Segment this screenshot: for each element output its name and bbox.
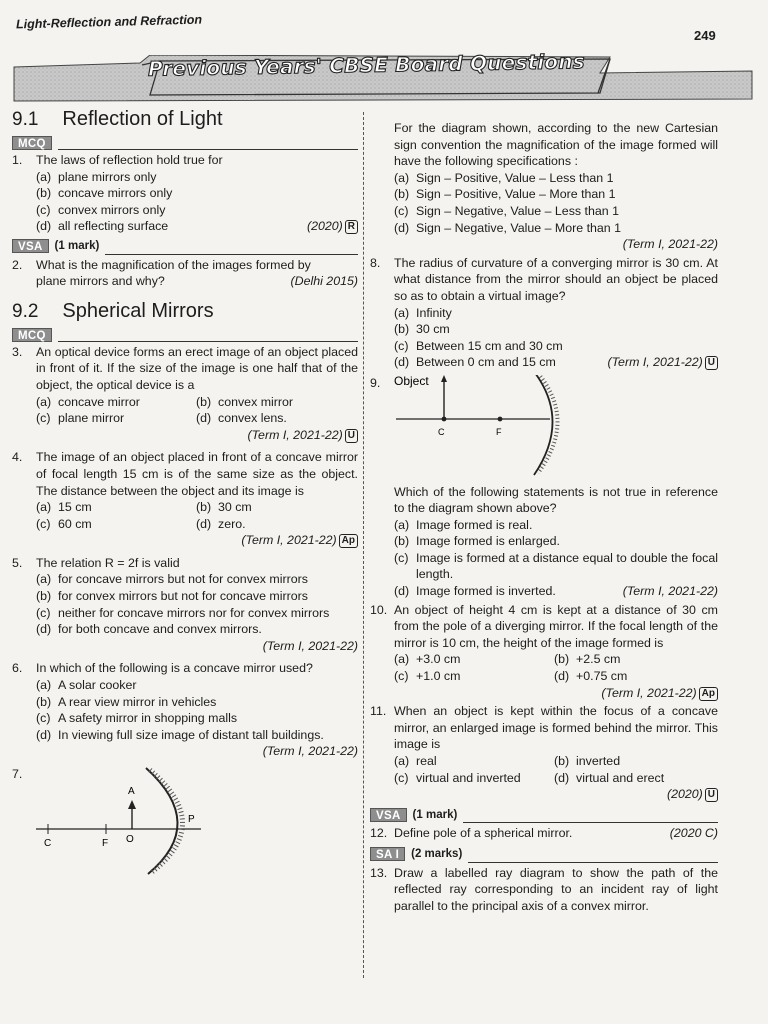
option: (a) Sign – Positive, Value – Less than 1 (394, 170, 614, 185)
vsa-tag-row (12, 238, 358, 255)
option: (b) +2.5 cm (554, 652, 621, 667)
option: (c) Between 15 cm and 30 cm (394, 338, 563, 353)
mirror-curve (532, 375, 553, 475)
concave-mirror-diagram (394, 375, 574, 479)
question-9-text (370, 484, 718, 600)
option: (a) concave mirror (36, 394, 140, 409)
question-text: The radius of curvature of a converging mirror is 30 cm. At what distance from the mirror should an object be placed so as to obtain a virtual image? (394, 255, 718, 303)
question-number: 9. (370, 375, 381, 390)
question-text: Draw a labelled ray diagram to show the path of the reflected ray corresponding to an incident ray of light parallel to the principal axis of a convex mirror. (394, 865, 718, 913)
question-7 (12, 766, 358, 881)
mirror-hatching (536, 375, 558, 473)
option: (d) +0.75 cm (554, 669, 628, 684)
question-9 (370, 375, 718, 484)
option-with-reference: (d) all reflecting surface (2020) R (36, 218, 358, 235)
section-title: Reflection of Light (62, 108, 223, 130)
tag-rule (468, 862, 718, 863)
option: (b) inverted (554, 754, 621, 768)
mcq-tag: MCQ (12, 136, 52, 150)
option: (c) plane mirror (36, 411, 125, 426)
option: (b) Image formed is enlarged. (394, 534, 560, 549)
right-column (370, 118, 718, 914)
option: (c) Sign – Negative, Value – Less than 1 (394, 203, 619, 218)
label-o: O (126, 834, 134, 845)
question-2 (12, 257, 358, 290)
difficulty-badge: U (345, 429, 358, 443)
page-number: 249 (694, 28, 716, 43)
option: (c) +1.0 cm (394, 669, 461, 684)
reference: (Term I, 2021-22) (262, 638, 358, 653)
tag-rule (105, 254, 358, 255)
option: (c) virtual and inverted (394, 770, 521, 785)
label-f: F (102, 838, 109, 849)
question-7-continued (370, 120, 718, 253)
reference: (Term I, 2021-22) (622, 584, 718, 599)
column-divider (363, 112, 364, 978)
question-text: In which of the following is a concave mirror used? (36, 661, 313, 676)
label-a: A (128, 786, 135, 797)
question-text: An object of height 4 cm is kept at a distance of 30 cm from the pole of a diverging mirror. If the focal length of the mirror is 10 cm, the height of the image formed is (394, 602, 718, 650)
tag-rule (58, 149, 358, 150)
difficulty-badge: U (705, 356, 718, 370)
option: (b) convex mirror (196, 394, 294, 409)
option-with-reference: (d) Between 0 cm and 15 cm (Term I, 2021-22) U (394, 354, 718, 371)
option: (a) plane mirrors only (36, 169, 157, 184)
option: (b) for convex mirrors but not for concave mirrors (36, 589, 308, 604)
question-10 (370, 602, 718, 702)
reference: (2020) (306, 219, 343, 234)
option: (b) A rear view mirror in vehicles (36, 694, 217, 709)
mcq-tag: MCQ (12, 328, 52, 342)
section-number: 9.1 (12, 109, 39, 130)
question-number: 1. (12, 153, 23, 167)
option: (d) virtual and erect (554, 770, 665, 785)
question-8 (370, 255, 718, 371)
label-f: F (496, 426, 502, 437)
question-number: 8. (370, 255, 381, 270)
question-number: 10. (370, 602, 388, 617)
section-heading-9-1 (12, 106, 358, 133)
label-c: C (44, 838, 52, 849)
question-text: Which of the following statements is not true in reference to the diagram shown above? (394, 484, 718, 516)
question-text: plane mirrors and why? (36, 274, 165, 289)
question-6 (12, 660, 358, 760)
reference: (2020 C) (669, 826, 718, 841)
question-text: Define pole of a spherical mirror. (394, 826, 573, 841)
question-number: 3. (12, 344, 23, 359)
question-3 (12, 344, 358, 444)
tag-rule (58, 341, 358, 342)
option: (b) 30 cm (196, 500, 252, 515)
option: (c) 60 cm (36, 516, 92, 531)
option: (d) convex lens. (196, 411, 287, 426)
reference: (Term I, 2021-22) (607, 355, 703, 370)
section-number: 9.2 (12, 300, 39, 322)
convex-mirror-diagram (36, 766, 236, 876)
sa-tag: SA I (370, 847, 405, 861)
option: (d) Sign – Negative, Value – More than 1 (394, 220, 622, 235)
question-number: 6. (12, 661, 23, 676)
difficulty-badge: U (705, 788, 718, 802)
option: (a) for concave mirrors but not for convex mirrors (36, 572, 308, 587)
question-4 (12, 449, 358, 549)
option: (a) A solar cooker (36, 678, 137, 693)
vsa-tag-row (370, 807, 718, 824)
option: (c) Image is formed at a distance equal to double the focal length. (394, 550, 718, 582)
option: (a) real (394, 754, 437, 768)
option: (d) for both concave and convex mirrors. (36, 622, 262, 637)
question-1 (12, 152, 358, 235)
difficulty-badge: Ap (339, 534, 358, 548)
option: (c) A safety mirror in shopping malls (36, 711, 238, 726)
option: (a) Infinity (394, 305, 452, 320)
mcq-tag-row (12, 136, 358, 150)
question-number: 4. (12, 450, 23, 465)
sa-tag-row (370, 846, 718, 863)
reference: (2020) (666, 787, 703, 802)
question-text: The image of an object placed in front of a concave mirror of focal length 15 cm is of the same size as the object. The distance between the object and its image is (36, 450, 358, 498)
question-number: 12. (370, 826, 388, 841)
option: (b) Sign – Positive, Value – More than 1 (394, 187, 616, 202)
option: (a) +3.0 cm (394, 652, 461, 667)
marks-label: (1 mark) (412, 808, 458, 821)
question-11 (370, 703, 718, 803)
reference: (Term I, 2021-22) (262, 744, 358, 759)
option: (b) 30 cm (394, 322, 450, 337)
reference: (Term I, 2021-22) (247, 427, 343, 442)
option: (c) neither for concave mirrors nor for convex mirrors (36, 605, 330, 620)
option: (a) 15 cm (36, 500, 92, 515)
difficulty-badge: R (345, 220, 358, 234)
mcq-tag-row (12, 328, 358, 342)
option: (a) Image formed is real. (394, 517, 533, 532)
question-text: The laws of reflection hold true for (36, 153, 223, 167)
difficulty-badge: Ap (699, 687, 718, 701)
reference: (Delhi 2015) (290, 274, 358, 289)
tag-rule (463, 822, 718, 823)
marks-label: (2 marks) (411, 847, 463, 860)
question-text: An optical device forms an erect image of an object placed in front of it. If the size of the image is one half that of the object, the optical device is a (36, 344, 358, 392)
section-title: Spherical Mirrors (62, 299, 214, 322)
question-number: 13. (370, 865, 388, 880)
option: (b) concave mirrors only (36, 186, 173, 201)
vsa-tag: VSA (370, 808, 407, 822)
option: (c) convex mirrors only (36, 202, 166, 217)
question-number: 11. (370, 704, 387, 719)
question-text: For the diagram shown, according to the new Cartesian sign convention the magnification of the image formed will have the following specifications : (394, 121, 718, 169)
option-with-reference: (d) Image formed is inverted. (Term I, 2021-22) (394, 584, 718, 599)
reference: (Term I, 2021-22) (601, 685, 697, 700)
question-12 (370, 825, 718, 842)
question-number: 5. (12, 555, 23, 570)
question-text: The relation R = 2f is valid (36, 555, 180, 570)
object-label: Object (394, 374, 429, 388)
running-head: Light-Reflection and Refraction (15, 12, 203, 32)
marks-label: (1 mark) (54, 239, 100, 252)
reference: (Term I, 2021-22) (622, 237, 718, 252)
banner-title: Previous Years' CBSE Board Questions (147, 49, 585, 81)
question-5 (12, 555, 358, 655)
label-c: C (438, 426, 445, 437)
label-p: P (188, 814, 195, 825)
option: (d) zero. (196, 516, 246, 531)
vsa-tag: VSA (12, 239, 49, 253)
question-number: 2. (12, 257, 23, 272)
section-heading-9-2 (12, 298, 358, 325)
question-text: What is the magnification of the images formed by (36, 257, 311, 272)
reference: (Term I, 2021-22) (241, 533, 337, 548)
option: (d) In viewing full size image of distant tall buildings. (36, 727, 324, 742)
question-text: When an object is kept within the focus of a concave mirror, an enlarged image is formed behind the mirror. This image is (394, 704, 718, 752)
question-number: 7. (12, 767, 23, 781)
question-13 (370, 865, 718, 915)
left-column (12, 106, 358, 881)
